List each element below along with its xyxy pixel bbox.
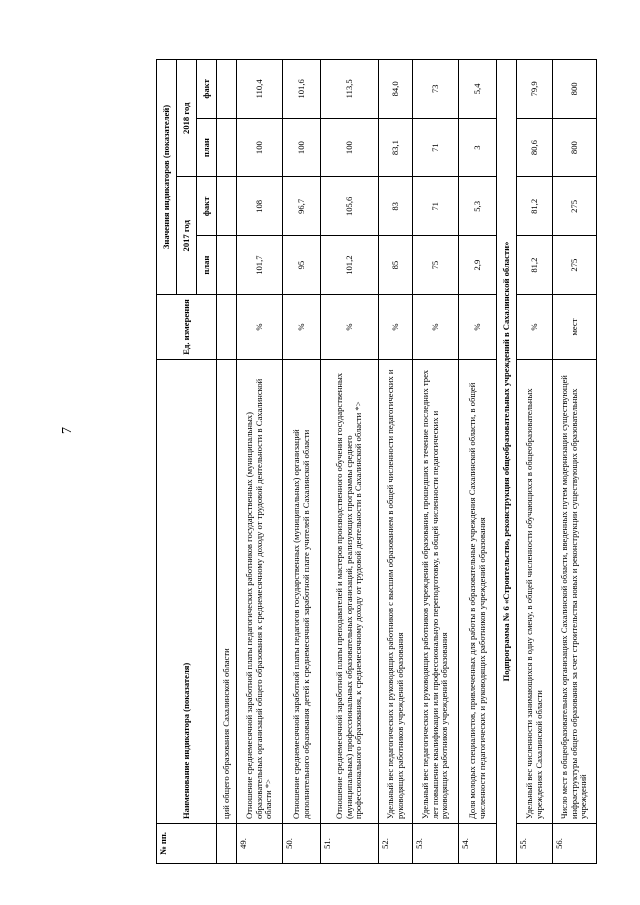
row-no: 52. <box>379 824 413 864</box>
row-name: Удельный вес численности занимающихся в одну смену, в общей численности обучающихся в общеобразовательных учреждениях Сахалинской области <box>517 360 553 824</box>
header-fact-2017: факт <box>197 177 217 236</box>
row-plan-2017: 75 <box>413 236 459 295</box>
row-fact-2017: 96,7 <box>283 177 321 236</box>
row-no: 51. <box>321 824 379 864</box>
header-no: № пп. <box>157 824 217 864</box>
row-name: Отношение среднемесячной заработной платы педагогов государственных (муниципальных) организаций дополнительного образования детей к среднемесячной заработной плате учителей в Сахалинской области <box>283 360 321 824</box>
table-row <box>321 60 379 864</box>
row-unit: % <box>379 295 413 360</box>
row-plan-2018: 100 <box>283 118 321 177</box>
row-no: 53. <box>413 824 459 864</box>
row-name: Отношение среднемесячной заработной платы педагогических работников государственных (муниципальных) образовательных организаций общего образования к среднемесячному доходу от трудовой деятельности в Сахалинской области *> <box>237 360 283 824</box>
row-unit: мест <box>553 295 597 360</box>
row-plan-2017: 101,2 <box>321 236 379 295</box>
row-unit: % <box>517 295 553 360</box>
row-name: Доля молодых специалистов, привлеченных для работы в образовательные учреждения Сахалинской области, в общей численности педагогических и руководящих работников учреждений образования <box>459 360 497 824</box>
header-values: Значения индикаторов (показателей) <box>157 60 177 295</box>
row-unit: % <box>459 295 497 360</box>
row-no: 54. <box>459 824 497 864</box>
table-row <box>413 60 459 864</box>
row-fact-2017 <box>217 177 237 236</box>
row-fact-2017: 5,3 <box>459 177 497 236</box>
row-no: 50. <box>283 824 321 864</box>
row-fact-2017: 83 <box>379 177 413 236</box>
table-row <box>459 60 497 864</box>
row-fact-2017: 275 <box>553 177 597 236</box>
row-plan-2017: 2,9 <box>459 236 497 295</box>
row-fact-2017: 81,2 <box>517 177 553 236</box>
row-unit: % <box>237 295 283 360</box>
row-name: Число мест в общеобразовательных организациях Сахалинской области, введенных путем модернизации существующей инфраструктуры общего образования за счет строительства новых и реконструкции существующих образовательных учреждений <box>553 360 597 824</box>
table-row <box>553 60 597 864</box>
header-unit: Ед. измерения <box>157 295 217 360</box>
row-plan-2017 <box>217 236 237 295</box>
row-unit <box>217 295 237 360</box>
row-name: Удельный вес педагогических и руководящих работников с высшим образованием в общей численности педагогических и руководящих работников учреждений образования <box>379 360 413 824</box>
row-fact-2018: 84,0 <box>379 60 413 119</box>
row-plan-2017: 95 <box>283 236 321 295</box>
row-plan-2017: 275 <box>553 236 597 295</box>
row-fact-2018: 5,4 <box>459 60 497 119</box>
row-no: 56. <box>553 824 597 864</box>
row-name: ций общего образования Сахалинской области <box>217 360 237 824</box>
header-fact-2018: факт <box>197 60 217 119</box>
row-fact-2017: 105,6 <box>321 177 379 236</box>
header-name: Наименование индикатора (показателя) <box>157 360 217 824</box>
row-plan-2018: 800 <box>553 118 597 177</box>
row-plan-2018 <box>217 118 237 177</box>
row-unit: % <box>283 295 321 360</box>
indicators-table-wrapper <box>156 59 589 864</box>
row-unit: % <box>413 295 459 360</box>
table-row <box>237 60 283 864</box>
row-plan-2017: 81,2 <box>517 236 553 295</box>
row-plan-2017: 85 <box>379 236 413 295</box>
row-fact-2018: 800 <box>553 60 597 119</box>
row-fact-2018 <box>217 60 237 119</box>
row-no: 55. <box>517 824 553 864</box>
row-fact-2018: 73 <box>413 60 459 119</box>
header-year-2017: 2017 год <box>177 177 197 295</box>
table-row <box>217 60 237 864</box>
subprogram-title: Подпрограмма № 6 «Строительство, реконструкция общеобразовательных учреждений в Сахалинской области» <box>497 60 517 864</box>
row-plan-2018: 83,1 <box>379 118 413 177</box>
row-plan-2018: 100 <box>237 118 283 177</box>
row-fact-2018: 110,4 <box>237 60 283 119</box>
row-no <box>217 824 237 864</box>
indicators-table <box>156 59 597 864</box>
subprogram-row <box>497 60 517 864</box>
table-row <box>379 60 413 864</box>
row-no: 49. <box>237 824 283 864</box>
row-plan-2018: 100 <box>321 118 379 177</box>
row-plan-2018: 3 <box>459 118 497 177</box>
row-fact-2018: 79,9 <box>517 60 553 119</box>
row-name: Отношение среднемесячной заработной платы преподавателей и мастеров производственного обучения государственных (муниципальных) профессиональных образовательных организаций, реализующих программы среднего профессионального образования, к среднемесячному доходу от трудовой деятельности в Сахалинской области *> <box>321 360 379 824</box>
header-plan-2018: план <box>197 118 217 177</box>
row-fact-2017: 108 <box>237 177 283 236</box>
table-row <box>283 60 321 864</box>
row-fact-2017: 71 <box>413 177 459 236</box>
header-year-2018: 2018 год <box>177 60 197 178</box>
row-unit: % <box>321 295 379 360</box>
row-plan-2017: 101,7 <box>237 236 283 295</box>
row-plan-2018: 71 <box>413 118 459 177</box>
row-plan-2018: 80,6 <box>517 118 553 177</box>
row-name: Удельный вес педагогических и руководящих работников учреждений образования, прошедших в течение последних трех лет повышение квалификации или профессиональную переподготовку, в общей численности педагогических и руководящих работников учреждений образования <box>413 360 459 824</box>
row-fact-2018: 113,5 <box>321 60 379 119</box>
table-row <box>517 60 553 864</box>
header-plan-2017: план <box>197 236 217 295</box>
row-fact-2018: 101,6 <box>283 60 321 119</box>
page-number: 7 <box>60 427 75 434</box>
